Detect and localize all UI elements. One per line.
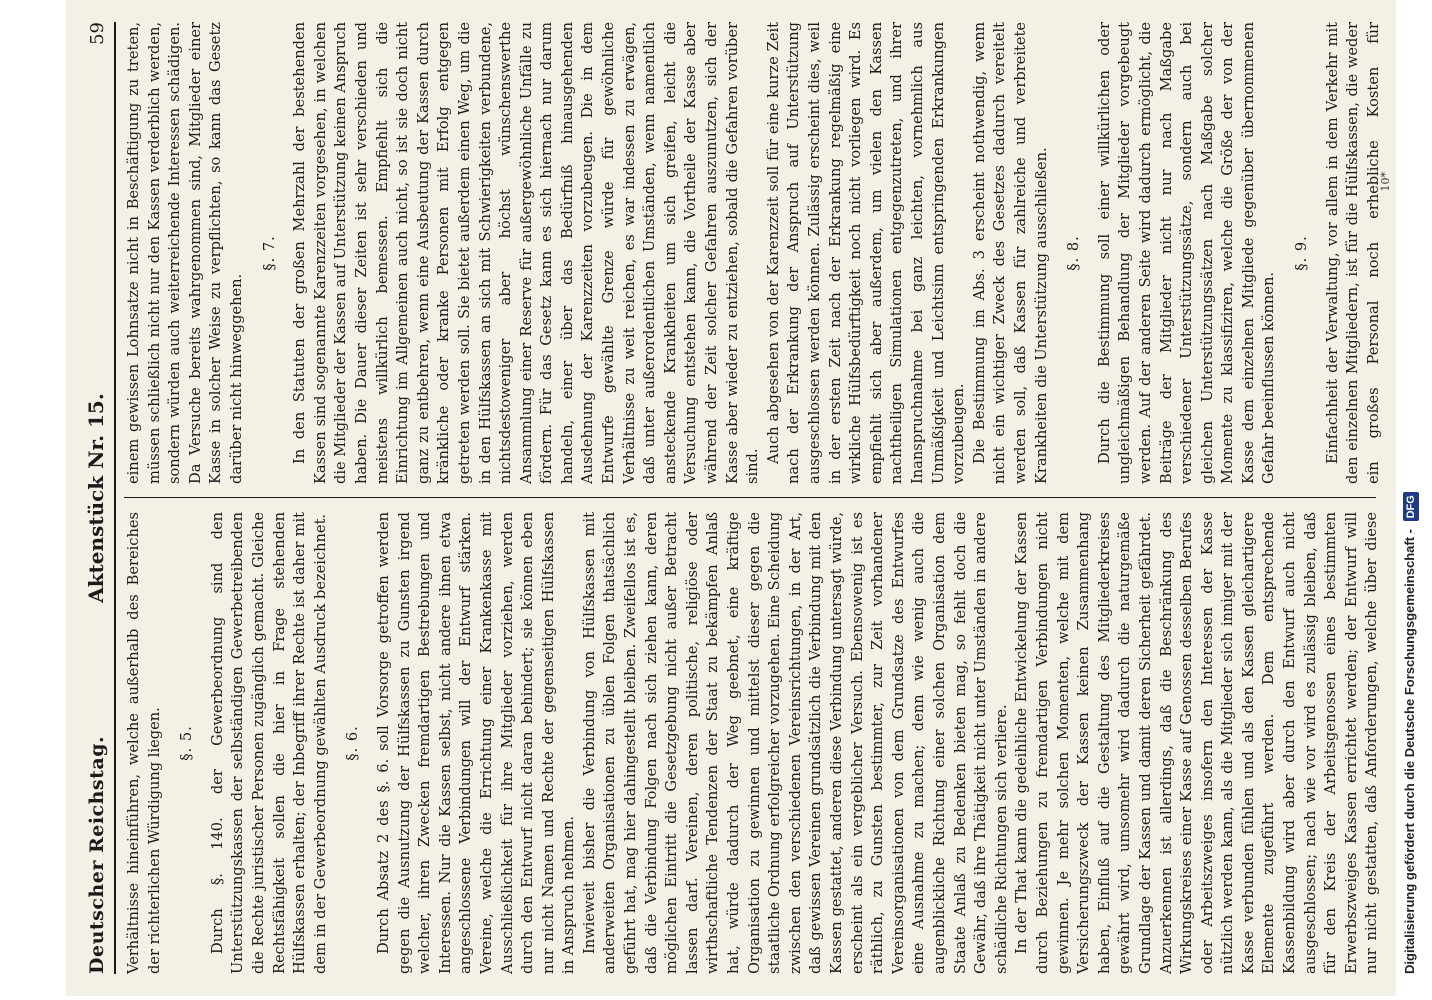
header-publication: Deutscher Reichstag.	[86, 735, 108, 974]
paragraph: Durch Absatz 2 des §. 6. soll Vorsorge getroffen werden gegen die Ausnutzung der Hülfskassen zu Gunsten irgend welcher, ihren Zwecken fremdartigen Bestrebungen und Interessen. Nur die Kassen selbst, nicht andere ihnen etwa angeschlossene Verbindungen will der Entwurf stärken. Vereine, welche die Errichtung einer Krankenkasse mit Ausschließlichkeit für ihre Mitglieder vorziehen, werden durch den Entwurf nicht daran behindert; sie können eben nur nicht Namen und Rechte der gegenseitigen Hülfskassen in Anspruch nehmen.	[374, 512, 578, 974]
digitization-credit: Digitalisierung gefördert durch die Deutsche Forschungsgemeinschaft -	[1402, 529, 1417, 974]
section-heading: §. 5.	[178, 725, 196, 761]
paragraph: Inwieweit bisher die Verbindung von Hülfskassen mit anderweiten Organisationen zu üblen Folgen thatsächlich geführt hat, mag hier dahingestellt bleiben. Zweifellos ist es, daß die Verbindung Folgen nach sich ziehen kann, deren möglichen Eintritt die Gesetzgebung nicht außer Betracht lassen darf. Vereinen, deren politische, religiöse oder wirthschaftliche Tendenzen der Staat zu bekämpfen Anlaß hat, würde dadurch der Weg geebnet, eine kräftige Organisation zu gewinnen und mittelst dieser gegen die staatliche Ordnung erfolgreicher vorzugehen. Eine Scheidung zwischen den verschiedenen Vereinsrichtungen, in der Art, daß gewissen Vereinen grundsätzlich die Verbindung mit den Kassen gestattet, anderen diese Verbindung untersagt würde, erscheint als ein vergeblicher Versuch. Ebensowenig ist es räthlich, zu Gunsten bestimmter, zur Zeit vorhandener Vereinsorganisationen von dem Grundsatze des Entwurfes eine Ausnahme zu machen; denn wie wenig auch die augenblickliche Richtung einer solchen Organisation dem Staate Anlaß zu Bedenken bieten mag, so fehlt doch die Gewähr, daß ihre Thätigkeit nicht unter Umständen in andere schädliche Richtungen sich verliere.	[580, 512, 1010, 974]
paragraph: Auch abgesehen von der Karenzzeit soll für eine kurze Zeit nach der Erkrankung der Anspruch auf Unterstützung ausgeschlossen werden können. Zulässig erscheint dies, weil in der ersten Zeit nach der Erkrankung regelmäßig eine wirkliche Hülfsbedürftigkeit noch nicht vorliegen wird. Es empfiehlt sich aber außerdem, um vielen den Kassen nachtheiligen Simulationen entgegenzutreten, und ihrer Inanspruchnahme bei ganz leichten, vornehmlich aus Unmäßigkeit und Leichtsinn entspringenden Erkrankungen vorzubeugen.	[764, 22, 968, 484]
left-column	[124, 512, 1382, 974]
paragraph: Die Bestimmung im Abs. 3 erscheint nothwendig, wenn nicht ein wichtiger Zweck des Gesetzes dadurch vereitelt werden soll, daß Kassen für zahlreiche und verbreitete Krankheiten die Unterstützung ausschließen.	[970, 22, 1050, 484]
paragraph: Durch die Bestimmung soll einer willkürlichen oder ungleichmäßigen Behandlung der Mitglieder vorgebeugt werden. Auf der anderen Seite wird dadurch ermöglicht, die Beiträge der Mitglieder nicht nur nach Maßgabe verschiedener Unterstützungssätze, sondern auch bei gleichen Unterstützungssätzen nach Maßgabe solcher Momente zu klassifiziren, welche die Größe der von der Kasse dem einzelnen Mitgliede gegenüber übernommenen Gefahr beeinflussen können.	[1095, 22, 1278, 484]
paragraph: In der That kann die gedeihliche Entwickelung der Kassen durch Beziehungen zu fremdartigen Verbindungen nicht gewinnen. Je mehr solchen Momenten, welche mit dem Versicherungszweck der Kassen keinen Zusammenhang haben, Einfluß auf die Gestaltung des Mitgliederkreises gewährt wird, umsomehr wird dadurch die naturgemäße Grundlage der Kassen und damit deren Sicherheit gefährdet. Anzuerkennen ist allerdings, daß die Beschränkung des Wirkungskreises einer Kasse auf Genossen desselben Berufes oder Arbeitszweiges insofern den Interessen der Kasse nützlich werden kann, als die Mitglieder sich inniger mit der Kasse verbunden fühlen und als den Kassen gleichartigere Elemente zugeführt werden. Dem entsprechende Kassenbildung wird aber durch den Entwurf auch nicht ausgeschlossen; nach wie vor wird es zulässig bleiben, daß für den Kreis der Arbeitsgenossen eines bestimmten Erwerbszweiges Kassen errichtet werden; der Entwurf will nur nicht gestatten, daß Anforderungen, welche über diese	[1013, 512, 1381, 974]
section-heading: §. 8.	[1065, 235, 1083, 271]
paragraph: Durch §. 140. der Gewerbeordnung sind den Unterstützungskassen der selbständigen Gewerbetreibenden die Rechte juristischer Personen zugänglich gemacht. Gleiche Rechtsfähigkeit sollen die hier in Frage stehenden Hülfskassen erhalten; der Inbegriff ihrer Rechte ist daher mit dem in der Gewerbeordnung gewählten Ausdruck bezeichnet.	[208, 512, 329, 974]
section-heading: §. 9.	[1293, 235, 1311, 271]
right-column	[124, 22, 1382, 484]
page-number: 59	[87, 22, 108, 45]
signature-mark: 10*	[1379, 172, 1392, 192]
paragraph: Einfachheit der Verwaltung, vor allem in dem Verkehr mit den einzelnen Mitgliedern, ist für die Hülfskassen, die weder ein großes Personal noch erhebliche Kosten für	[1323, 22, 1382, 484]
section-heading: §. 6.	[344, 725, 362, 761]
paragraph: In den Statuten der großen Mehrzahl der bestehenden Kassen sind sogenannte Karenzzeiten vorgesehen, in welchen die Mitglieder der Kassen auf Unterstützung keinen Anspruch haben. Die Dauer dieser Zeiten ist sehr verschieden und meistens willkürlich bemessen. Empfiehlt sich die Einrichtung im Allgemeinen auch nicht, so ist sie doch nicht ganz zu entbehren, wenn eine Ausbeutung der Kassen durch kränkliche oder kranke Personen mit Erfolg entgegen getreten werden soll. Sie bietet außerdem einen Weg, um die in den Hülfskassen an sich mit Schwierigkeiten verbundene, nichtsdestoweniger aber höchst wünschenswerthe Ansammlung einer Reserve für außergewöhnliche Unfälle zu fördern. Für das Gesetz kann es sich hiernach nur darum handeln, einer über das Bedürfniß hinausgehenden Ausdehnung der Karenzzeiten vorzubeugen. Die in dem Entwurfe gewählte Grenze würde für gewöhnliche Verhältnisse zu weit reichen, es war indessen zu erwägen, daß unter außerordentlichen Umständen, wenn namentlich ansteckende Krankheiten um sich greifen, leicht die Versuchung entstehen kann, die Vortheile der Kasse aber während der Zeit solcher Gefahren auszunutzen, sich der Kasse aber wieder zu entziehen, sobald die Gefahren vorüber sind.	[291, 22, 762, 484]
paragraph: einem gewissen Lohnsatze nicht in Beschäftigung zu treten, müssen schließlich nicht nur den Kassen verderblich werden, sondern würden auch weiterreichende Interessen schädigen. Da Versuche bereits wahrgenommen sind, Mitglieder einer Kasse in solcher Weise zu verpflichten, so kann das Gesetz darüber nicht hinweggehen.	[125, 22, 245, 484]
column-divider	[124, 497, 1376, 498]
page-header	[74, 22, 116, 974]
dfg-logo: DFG	[1403, 492, 1419, 521]
digitization-footer	[1395, 6, 1425, 994]
paragraph: Verhältnisse hineinführen, welche außerhalb des Bereiches der richterlichen Würdigung liegen.	[125, 512, 163, 974]
document-page	[66, 0, 1396, 996]
header-document-number: Aktenstück Nr. 15.	[84, 393, 108, 603]
section-heading: §. 7.	[260, 235, 278, 271]
